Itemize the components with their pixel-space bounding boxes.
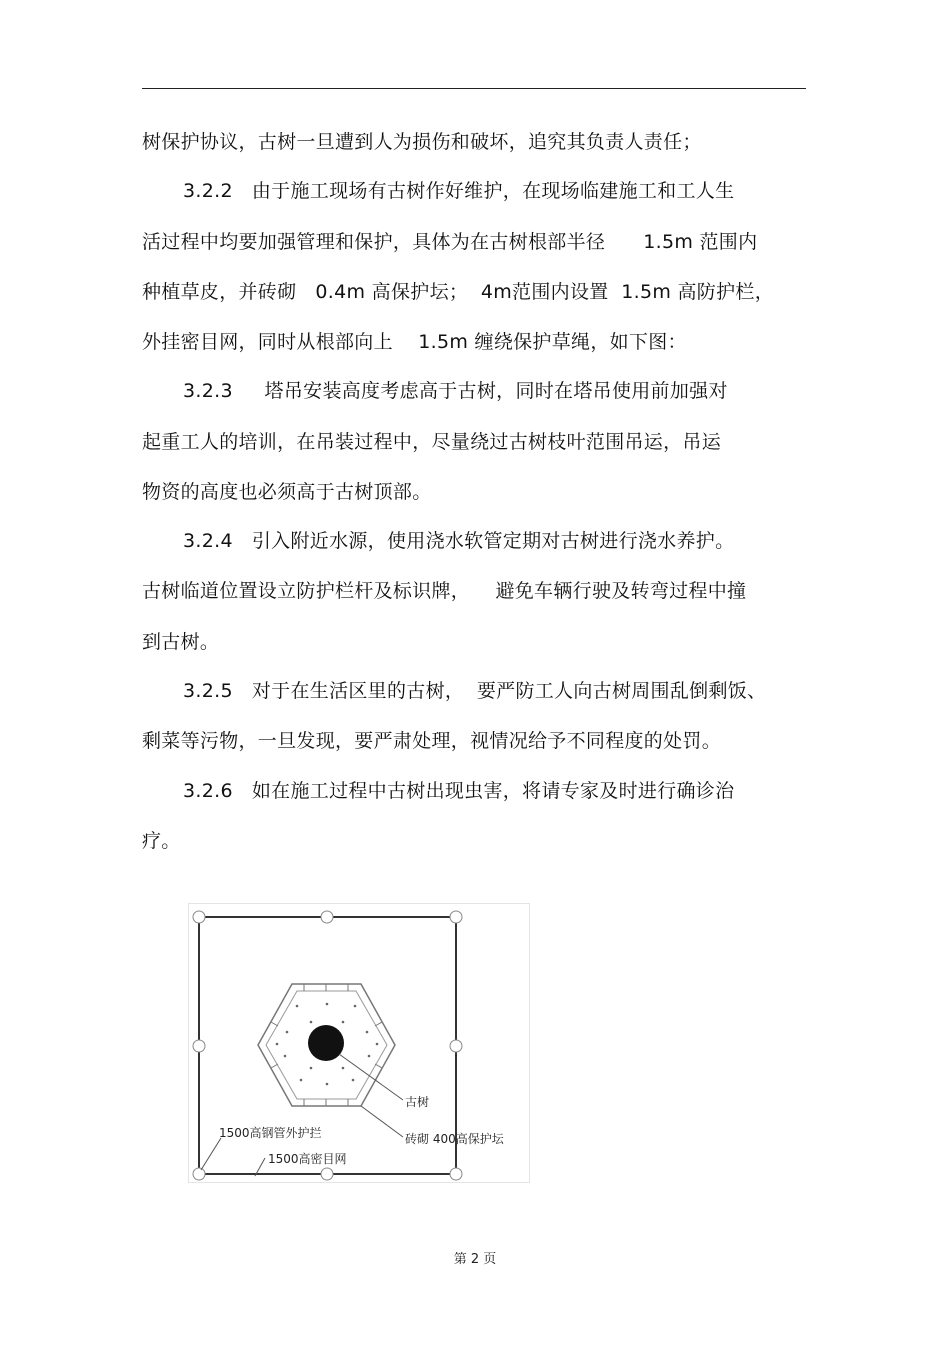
- label-net: 1500高密目网: [268, 1152, 347, 1166]
- paragraph-line: 疗。: [142, 830, 181, 852]
- paragraph-line: 古树临道位置设立防护栏杆及标识牌， 避免车辆行驶及转弯过程中撞: [142, 580, 747, 602]
- paragraph-line: 3.2.5 对于在生活区里的古树， 要严防工人向古树周围乱倒剩饭、: [183, 680, 767, 702]
- paragraph-line: 剩菜等污物，一旦发现，要严肃处理，视情况给予不同程度的处罚。: [142, 730, 722, 752]
- header-rule: [142, 88, 806, 89]
- paragraph-line: 3.2.2 由于施工现场有古树作好维护，在现场临建施工和工人生: [183, 180, 735, 202]
- paragraph-line: 3.2.4 引入附近水源，使用浇水软管定期对古树进行浇水养护。: [183, 530, 735, 552]
- paragraph-line: 物资的高度也必须高于古树顶部。: [142, 481, 432, 503]
- paragraph-line: 种植草皮，并砖砌 0.4m 高保护坛； 4m范围内设置 1.5m 高防护栏，: [142, 281, 775, 303]
- paragraph-line: 树保护协议，古树一旦遭到人为损伤和破坏，追究其负责人责任；: [142, 131, 702, 153]
- tree-protection-diagram: [188, 903, 530, 1183]
- paragraph-line: 到古树。: [142, 631, 220, 653]
- paragraph-line: 起重工人的培训，在吊装过程中，尽量绕过古树枝叶范围吊运，吊运: [142, 431, 722, 453]
- tree-trunk: [308, 1025, 344, 1061]
- paragraph-line: 3.2.6 如在施工过程中古树出现虫害，将请专家及时进行确诊治: [183, 780, 735, 802]
- label-tree: 古树: [405, 1095, 430, 1109]
- label-platform: 砖砌 400高保护坛: [405, 1132, 504, 1146]
- paragraph-line: 外挂密目网，同时从根部向上 1.5m 缠绕保护草绳，如下图：: [142, 331, 687, 353]
- paragraph-line: 3.2.3 塔吊安装高度考虑高于古树，同时在塔吊使用前加强对: [183, 380, 728, 402]
- paragraph-line: 活过程中均要加强管理和保护，具体为在古树根部半径 1.5m 范围内: [142, 231, 758, 253]
- page-number: 第 2 页: [453, 1252, 497, 1267]
- label-fence: 1500高钢管外护拦: [219, 1126, 322, 1140]
